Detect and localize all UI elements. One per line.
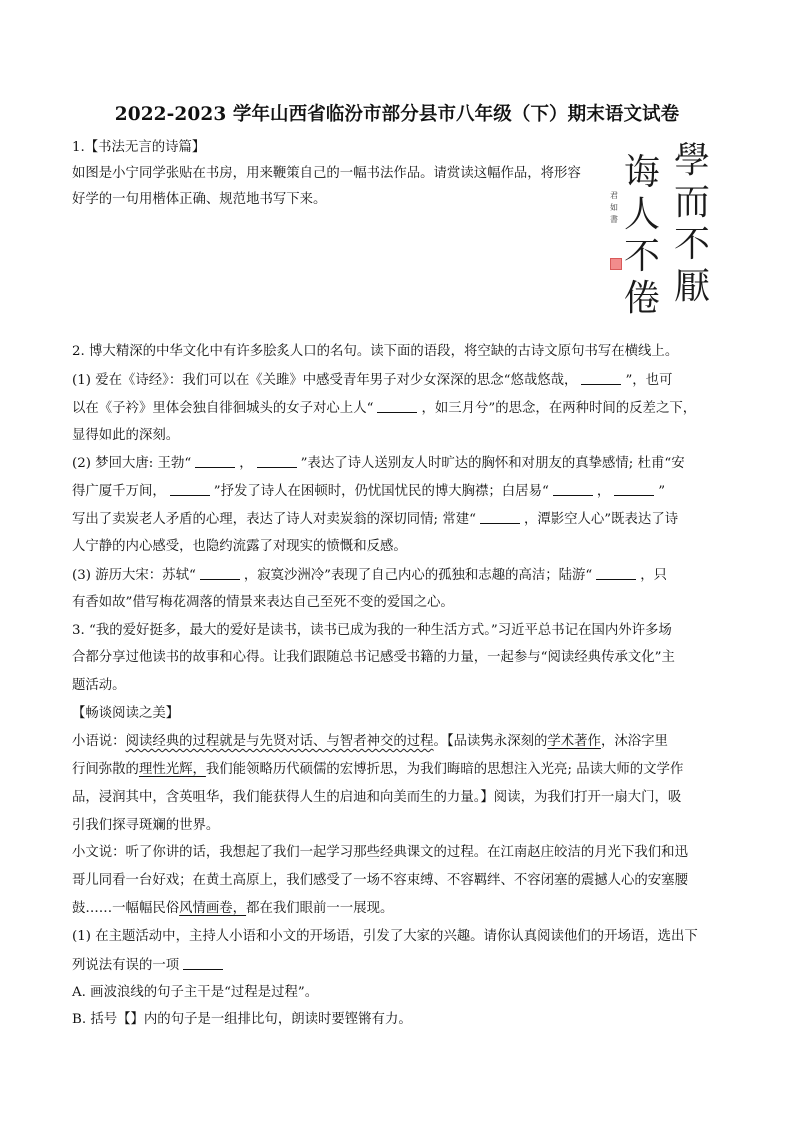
q2-part2-line3: 写出了卖炭老人矛盾的心理，表达了诗人对卖炭翁的深切同情; 常建“ ，潭影空人心”既表达了诗	[72, 509, 678, 530]
calligraphy-image	[610, 140, 722, 318]
q2-part1-line1: (1) 爱在《诗经》：我们可以在《关雎》中感受青年男子对少女深深的思念“悠哉悠哉， ”，也可	[72, 370, 672, 391]
answer-blank[interactable]	[195, 453, 235, 468]
q3-sub1-line2: 列说法有误的一项	[72, 955, 227, 976]
calligraphy-char: 厭	[674, 266, 711, 307]
wavy-sentence: 阅读经典的过程就是与先贤对话、与智者神交的过程	[125, 734, 434, 749]
underlined-phrase: 学术著作	[547, 734, 601, 749]
xiaoyu-line4: 引我们探寻斑斓的世界。	[72, 818, 220, 833]
q2-part3-line2: 有香如故”借写梅花凋落的情景来表达自己至死不变的爱国之心。	[72, 595, 454, 610]
answer-blank[interactable]	[257, 453, 297, 468]
q2-part1-line2: 以在《子衿》里体会独自徘徊城头的女子对心上人“ ，如三月兮”的思念，在两种时间的反差之下，	[72, 398, 696, 419]
xiaoyu-line2: 行间弥散的理性光辉，我们能领略历代硕儒的宏博折思，为我们晦暗的思想注入光亮; 品读大师的文学作	[72, 762, 684, 777]
q2-part2-line2: 得广厦千万间， ”抒发了诗人在困顿时，仍忧国忧民的博大胸襟；白居易“ ， ”	[72, 481, 665, 502]
calligraphy-char: 不	[674, 224, 711, 265]
q2-part2-line4: 人宁静的内心感受，也隐约流露了对现实的愤慨和反感。	[72, 539, 407, 554]
answer-blank[interactable]	[183, 955, 223, 970]
q3-sub1-line1: (1) 在主题活动中，主持人小语和小文的开场语，引发了大家的兴趣。请你认真阅读他们的开场语，选出下	[72, 929, 698, 944]
calligraphy-char: 人	[624, 194, 661, 235]
q1-heading: 1.【书法无言的诗篇】	[72, 140, 206, 155]
q1-text-line-1: 如图是小宁同学张贴在书房，用来鞭策自己的一幅书法作品。请赏读这幅作品，将形容	[72, 166, 581, 181]
option-b: B. 括号【】内的句子是一组排比句，朗读时要铿锵有力。	[72, 1012, 412, 1027]
calligraphy-seal	[610, 258, 622, 270]
answer-blank[interactable]	[377, 398, 417, 413]
calligraphy-column-left	[624, 152, 664, 320]
xiaowen-line3: 鼓……一幅幅民俗风情画卷，都在我们眼前一一展现。	[72, 901, 394, 916]
q2-part3-line1: (3) 游历大宋：苏轼“ ，寂寞沙洲冷”表现了自己内心的孤独和志趣的高洁；陆游“ ，只	[72, 565, 667, 586]
calligraphy-signature: 君 如 書	[610, 191, 618, 224]
answer-blank[interactable]	[170, 481, 210, 496]
answer-blank[interactable]	[553, 481, 593, 496]
q3-section-heading: 【畅谈阅读之美】	[72, 706, 180, 721]
calligraphy-char: 诲	[624, 152, 661, 193]
q2-part2-line1: (2) 梦回大唐: 王勃“ ， ”表达了诗人送别友人时旷达的胸怀和对朋友的真挚感情; 杜甫“安	[72, 453, 685, 474]
xiaowen-line2: 哥儿同看一台好戏；在黄土高原上，我们感受了一场不容束缚、不容羁绊、不容闭塞的震撼人心的安塞腰	[72, 873, 688, 888]
q3-intro-line3: 题活动。	[72, 678, 126, 693]
q3-intro-line1: 3. “我的爱好挺多，最大的爱好是读书，读书已成为我的一种生活方式。”习近平总书记在国内外许多场	[72, 623, 672, 638]
calligraphy-char: 而	[674, 182, 711, 223]
underlined-phrase: 理性光辉，	[138, 762, 206, 777]
calligraphy-char: 倦	[624, 278, 661, 319]
q3-intro-line2: 合都分享过他读书的故事和心得。让我们跟随总书记感受书籍的力量，一起参与“阅读经典传承文化”主	[72, 650, 675, 665]
q2-part1-line3: 显得如此的深刻。	[72, 428, 180, 443]
answer-blank[interactable]	[614, 481, 654, 496]
answer-blank[interactable]	[200, 565, 240, 580]
answer-blank[interactable]	[596, 565, 636, 580]
underlined-phrase: 风情画卷，	[179, 901, 247, 916]
answer-blank[interactable]	[480, 509, 520, 524]
page-title: 2022-2023 学年山西省临汾市部分县市八年级（下）期末语文试卷	[114, 104, 680, 125]
xiaoyu-line3: 品，浸润其中，含英咀华，我们能获得人生的启迪和向美而生的力量。】阅读，为我们打开一扇大门，吸	[72, 790, 682, 805]
answer-blank[interactable]	[581, 370, 621, 385]
option-a: A. 画波浪线的句子主干是“过程是过程”。	[72, 985, 319, 1000]
calligraphy-char: 不	[624, 236, 661, 277]
calligraphy-column-right	[674, 140, 714, 308]
q2-intro: 2. 博大精深的中华文化中有许多脍炙人口的名句。读下面的语段，将空缺的古诗文原句书写在横线上。	[72, 344, 679, 359]
xiaowen-line1: 小文说：听了你讲的话，我想起了我们一起学习那些经典课文的过程。在江南赵庄皎洁的月光下我们和迅	[72, 845, 688, 860]
xiaoyu-line1: 小语说：阅读经典的过程就是与先贤对话、与智者神交的过程。【品读隽永深刻的学术著作，沐浴字里	[72, 734, 668, 749]
q1-text-line-2: 好学的一句用楷体正确、规范地书写下来。	[72, 192, 327, 207]
calligraphy-char: 學	[674, 140, 711, 181]
